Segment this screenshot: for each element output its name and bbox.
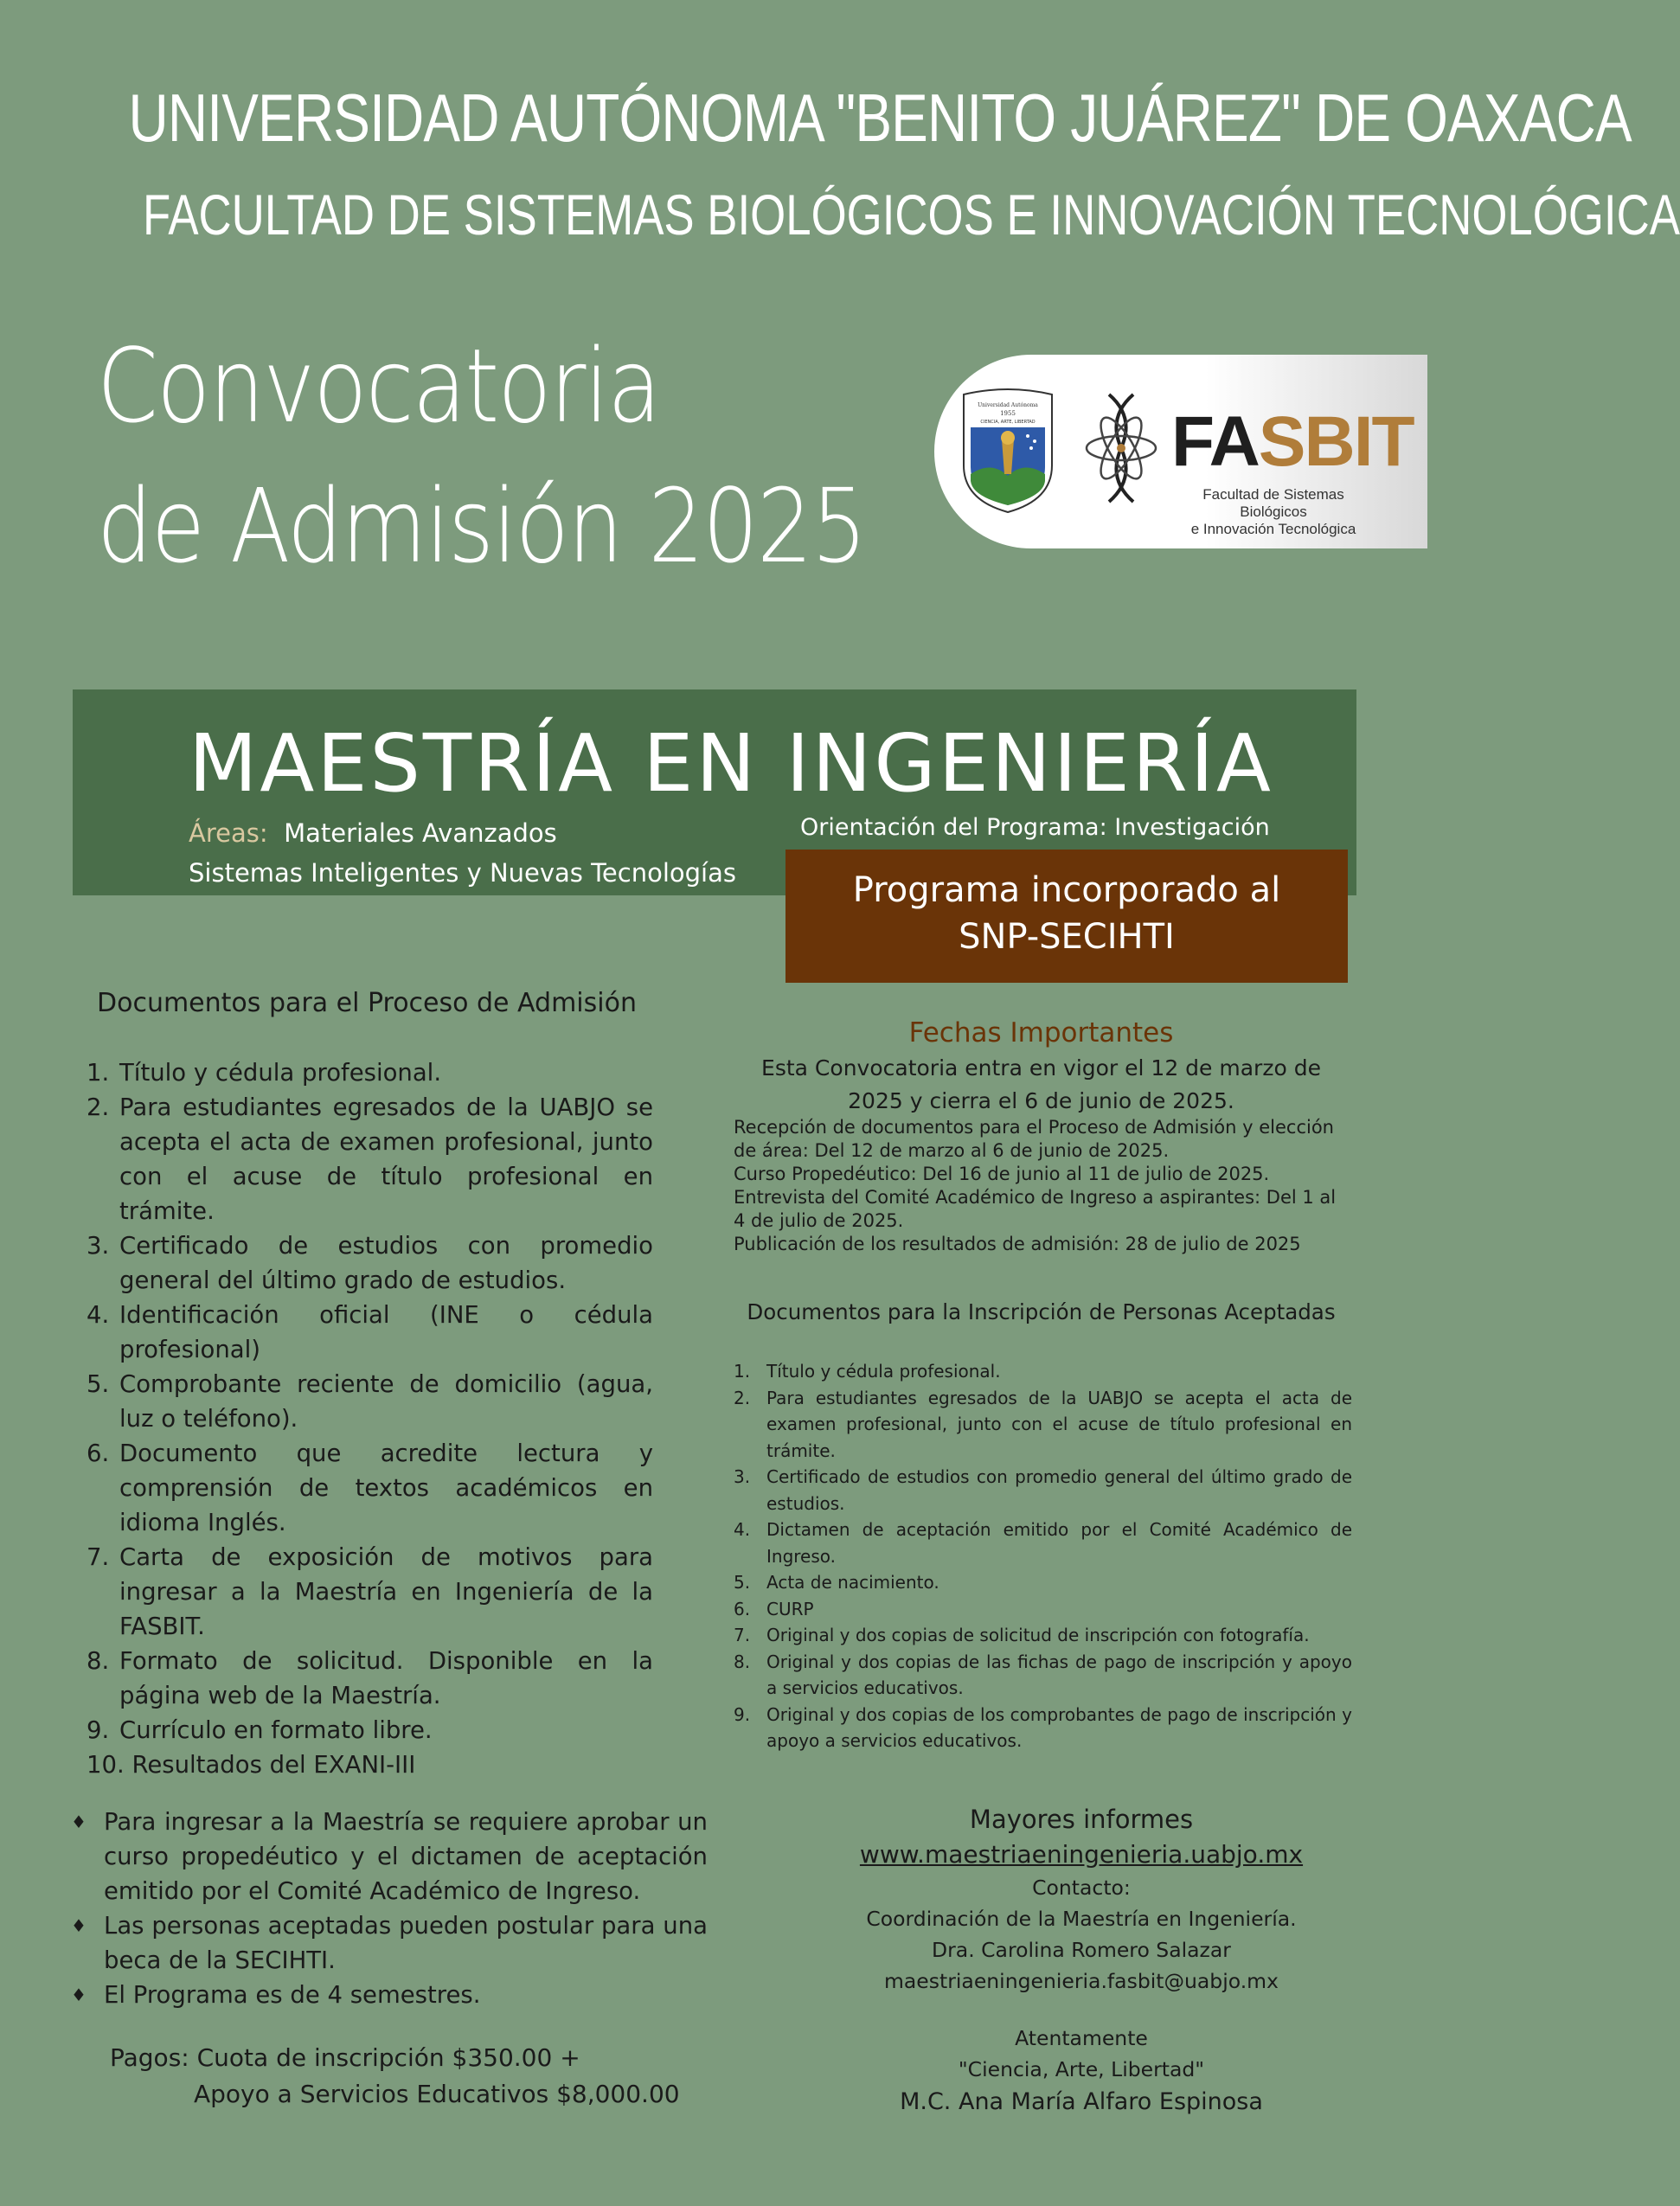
- list-item: 9. Currículo en formato libre.: [87, 1716, 433, 1744]
- dates-list: [734, 1116, 1352, 1256]
- list-item: ♦ Las personas aceptadas pueden postular para una beca de la SECIHTI.: [71, 1908, 708, 1978]
- more-info-label: Mayores informes: [969, 1805, 1194, 1834]
- snp-line-1: Programa incorporado al: [852, 870, 1281, 910]
- uabjo-shield-logo: [957, 388, 1059, 516]
- fasbit-logo-fa: FA: [1171, 402, 1259, 481]
- snp-badge: [785, 850, 1348, 983]
- admission-docs-title: Documentos para el Proceso de Admisión: [97, 988, 637, 1018]
- motto: "Ciencia, Arte, Libertad": [958, 2057, 1205, 2081]
- fasbit-atom-icon: [1081, 391, 1161, 505]
- date-item: Curso Propedéutico: Del 16 de junio al 11 de julio de 2025.: [734, 1164, 1270, 1184]
- date-item: Publicación de los resultados de admisión: 28 de julio de 2025: [734, 1234, 1301, 1254]
- areas-label: Áreas:: [189, 818, 268, 848]
- contact-block: [822, 1801, 1341, 2119]
- enrollment-docs-list: [734, 1358, 1352, 1754]
- list-item: 3. Certificado de estudios con promedio general del último grado de estudios.: [734, 1466, 1352, 1514]
- dates-title: Fechas Importantes: [908, 1017, 1174, 1048]
- requirements-notes: [71, 1805, 708, 2012]
- list-item: 4. Identificación oficial (INE o cédula profesional): [87, 1301, 653, 1363]
- convocatoria-line-1: Convocatoria: [97, 326, 660, 446]
- list-item: 6. CURP: [734, 1598, 814, 1619]
- payments: [110, 2040, 680, 2113]
- list-item: 6. Documento que acredite lectura y comprensión de textos académicos en idioma Inglés.: [87, 1440, 653, 1536]
- dates-validity: Esta Convocatoria entra en vigor el 12 de marzo de 2025 y cierra el 6 de junio de 2025.: [761, 1055, 1321, 1113]
- list-item: 1. Título y cédula profesional.: [734, 1361, 1001, 1382]
- shield-year: 1955: [1000, 410, 1016, 417]
- website-link[interactable]: www.maestriaeningenieria.uabjo.mx: [859, 1840, 1304, 1869]
- list-item: 3. Certificado de estudios con promedio general del último grado de estudios.: [87, 1232, 653, 1294]
- area-1: Materiales Avanzados: [284, 818, 557, 848]
- faculty-name: FACULTAD DE SISTEMAS BIOLÓGICOS E INNOVACIÓN TECNOLÓGICA: [143, 183, 1680, 247]
- convocatoria-line-2: de Admisión 2025: [97, 466, 866, 586]
- payment-line-2: Apoyo a Servicios Educativos $8,000.00: [194, 2080, 680, 2108]
- list-item: 5. Comprobante reciente de domicilio (agua, luz o teléfono).: [87, 1370, 653, 1433]
- contact-email[interactable]: maestriaeningenieria.fasbit@uabjo.mx: [884, 1969, 1279, 1993]
- fasbit-subtitle-line-1: Facultad de Sistemas Biológicos: [1202, 486, 1344, 520]
- list-item: 4. Dictamen de aceptación emitido por el Comité Académico de Ingreso.: [734, 1519, 1352, 1567]
- list-item: 8. Original y dos copias de las fichas de pago de inscripción y apoyo a servicios educativos.: [734, 1651, 1352, 1698]
- list-item: ♦ Para ingresar a la Maestría se requiere aprobar un curso propedéutico y el dictamen de aceptación emitido por el Comité Académico de Ingreso.: [71, 1805, 708, 1908]
- enrollment-docs-title: Documentos para la Inscripción de Personas Aceptadas: [747, 1299, 1336, 1324]
- program-title: MAESTRÍA EN INGENIERÍA: [189, 717, 1273, 810]
- list-item: 2. Para estudiantes egresados de la UABJO se acepta el acta de examen profesional, junto con el acuse de título profesional en trámite.: [734, 1387, 1352, 1461]
- date-item: Recepción de documentos para el Proceso de Admisión y elección de área: Del 12 de marzo al 6 de junio de 2025.: [734, 1117, 1334, 1161]
- snp-line-2: SNP-SECIHTI: [959, 917, 1175, 957]
- shield-motto: CIENCIA, ARTE, LIBERTAD: [980, 420, 1036, 425]
- convocatoria-heading: [97, 316, 866, 596]
- university-name: UNIVERSIDAD AUTÓNOMA "BENITO JUÁREZ" DE OAXACA: [128, 80, 1632, 156]
- fasbit-logo-sbit: SBIT: [1258, 402, 1414, 481]
- coordination-name: Coordinación de la Maestría en Ingeniería.: [866, 1907, 1297, 1931]
- admission-docs-list: [87, 1055, 653, 1782]
- diamond-bullet-icon: ♦: [71, 1812, 87, 1832]
- area-2: Sistemas Inteligentes y Nuevas Tecnologías: [189, 858, 736, 888]
- list-item: 9. Original y dos copias de los comprobantes de pago de inscripción y apoyo a servicios educativos.: [734, 1703, 1352, 1751]
- list-item: 10. Resultados del EXANI-III: [87, 1751, 416, 1779]
- list-item: 2. Para estudiantes egresados de la UABJO se acepta el acta de examen profesional, junto con el acuse de título profesional en trámite.: [87, 1093, 653, 1225]
- payment-line-1: Pagos: Cuota de inscripción $350.00 +: [110, 2043, 580, 2072]
- diamond-bullet-icon: ♦: [71, 1985, 87, 2005]
- closing: Atentamente: [1015, 2026, 1148, 2050]
- list-item: 1. Título y cédula profesional.: [87, 1059, 442, 1087]
- list-item: 7. Carta de exposición de motivos para ingresar a la Maestría en Ingeniería de la FASBIT.: [87, 1543, 653, 1640]
- svg-text:Universidad Autónoma: Universidad Autónoma: [978, 402, 1038, 408]
- list-item: 8. Formato de solicitud. Disponible en la página web de la Maestría.: [87, 1647, 653, 1709]
- signatory: M.C. Ana María Alfaro Espinosa: [900, 2088, 1263, 2115]
- contact-person: Dra. Carolina Romero Salazar: [932, 1938, 1231, 1962]
- list-item: 5. Acta de nacimiento.: [734, 1572, 939, 1593]
- program-orientation: Orientación del Programa: Investigación: [800, 814, 1270, 841]
- diamond-bullet-icon: ♦: [71, 1915, 87, 1936]
- fasbit-subtitle: [1173, 486, 1374, 538]
- list-item: 7. Original y dos copias de solicitud de inscripción con fotografía.: [734, 1625, 1310, 1645]
- date-item: Entrevista del Comité Académico de Ingreso a aspirantes: Del 1 al 4 de julio de 2025.: [734, 1187, 1337, 1231]
- contact-label: Contacto:: [1032, 1876, 1131, 1900]
- list-item: ♦ El Programa es de 4 semestres.: [71, 1978, 708, 2012]
- fasbit-subtitle-line-2: e Innovación Tecnológica: [1190, 521, 1356, 537]
- fasbit-logo: [1171, 403, 1414, 481]
- program-areas: [189, 813, 736, 893]
